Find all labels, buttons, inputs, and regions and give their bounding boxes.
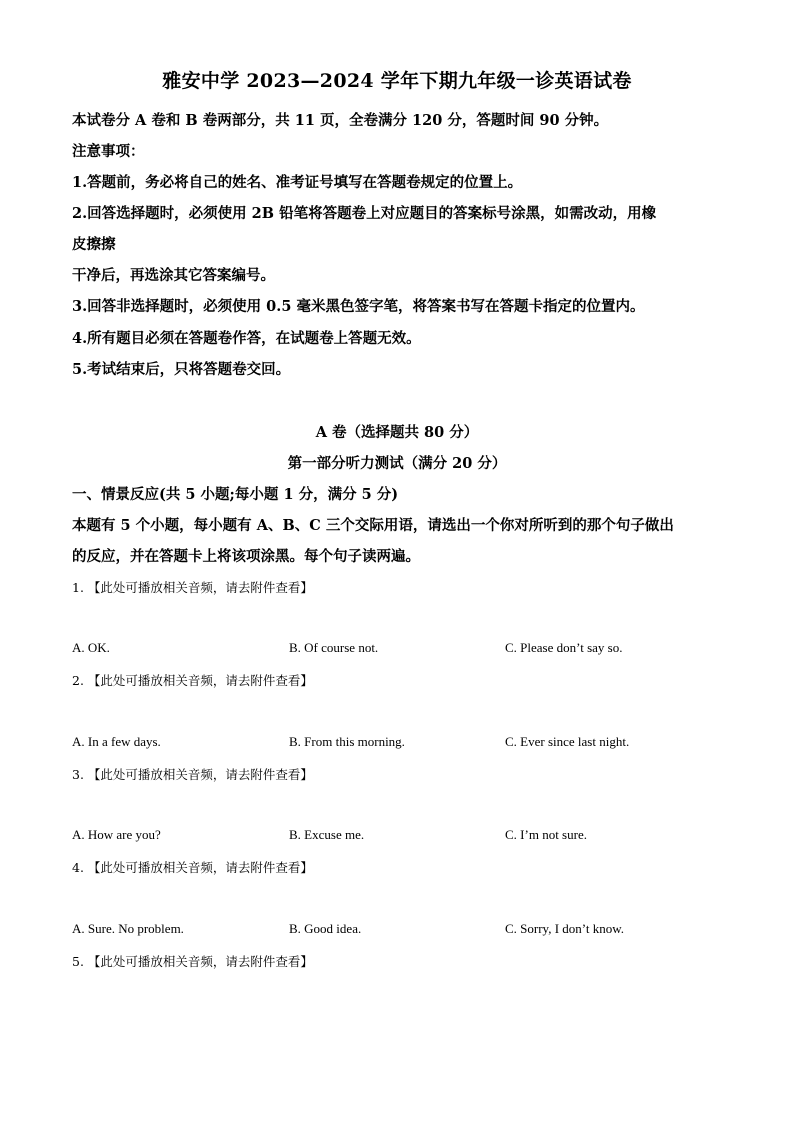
question-label: 3. 【此处可播放相关音频，请去附件查看】 bbox=[72, 767, 313, 782]
option-c: C. Ever since last night. bbox=[505, 734, 630, 749]
notice-item: 3.回答非选择题时，必须使用 0.5 毫米黑色签字笔，将答案书写在答题卡指定的位置内。 bbox=[72, 298, 645, 315]
notice-heading: 注意事项： bbox=[72, 143, 145, 160]
option-b: B. Excuse me. bbox=[289, 827, 365, 842]
option-b: B. Of course not. bbox=[289, 640, 379, 655]
question-label: 5. 【此处可播放相关音频，请去附件查看】 bbox=[72, 954, 313, 969]
question-label: 4. 【此处可播放相关音频，请去附件查看】 bbox=[72, 860, 313, 875]
option-c: C. Please don’t say so. bbox=[505, 640, 623, 655]
notice-item: 5.考试结束后，只将答题卷交回。 bbox=[72, 361, 291, 378]
option-a: A. How are you? bbox=[72, 827, 161, 842]
notice-item: 2.回答选择题时，必须使用 2B 铅笔将答题卷上对应题目的答案标号涂黑，如需改动，用橡 bbox=[72, 205, 657, 222]
option-b: B. Good idea. bbox=[289, 921, 362, 936]
notice-item: 4.所有题目必须在答题卷作答，在试题卷上答题无效。 bbox=[72, 330, 421, 347]
instruction-line: 的反应，并在答题卡上将该项涂黑。每个句子读两遍。 bbox=[72, 548, 420, 565]
option-a: A. In a few days. bbox=[72, 734, 161, 749]
question-label: 1. 【此处可播放相关音频，请去附件查看】 bbox=[72, 580, 313, 595]
section-a-title: A 卷（选择题共 80 分） bbox=[315, 424, 479, 441]
option-a: A. Sure. No problem. bbox=[72, 921, 184, 936]
exam-intro: 本试卷分 A 卷和 B 卷两部分，共 11 页，全卷满分 120 分，答题时间 90 分钟。 bbox=[72, 112, 609, 129]
option-b: B. From this morning. bbox=[289, 734, 405, 749]
subsection-title: 一、情景反应(共 5 小题;每小题 1 分，满分 5 分) bbox=[72, 486, 399, 503]
option-a: A. OK. bbox=[72, 640, 110, 655]
option-c: C. Sorry, I don’t know. bbox=[505, 921, 625, 936]
question-label: 2. 【此处可播放相关音频，请去附件查看】 bbox=[72, 673, 313, 688]
instruction-line: 本题有 5 个小题，每小题有 A、B、C 三个交际用语，请选出一个你对所听到的那个句子做出 bbox=[72, 517, 674, 534]
option-c: C. I’m not sure. bbox=[505, 827, 587, 842]
part-one-title: 第一部分听力测试（满分 20 分） bbox=[287, 455, 507, 472]
notice-item: 1.答题前，务必将自己的姓名、准考证号填写在答题卷规定的位置上。 bbox=[72, 174, 523, 191]
notice-item: 皮擦擦 bbox=[72, 236, 116, 253]
exam-title: 雅安中学 2023—2024 学年下期九年级一诊英语试卷 bbox=[162, 70, 632, 92]
notice-item: 干净后，再选涂其它答案编号。 bbox=[72, 267, 275, 284]
